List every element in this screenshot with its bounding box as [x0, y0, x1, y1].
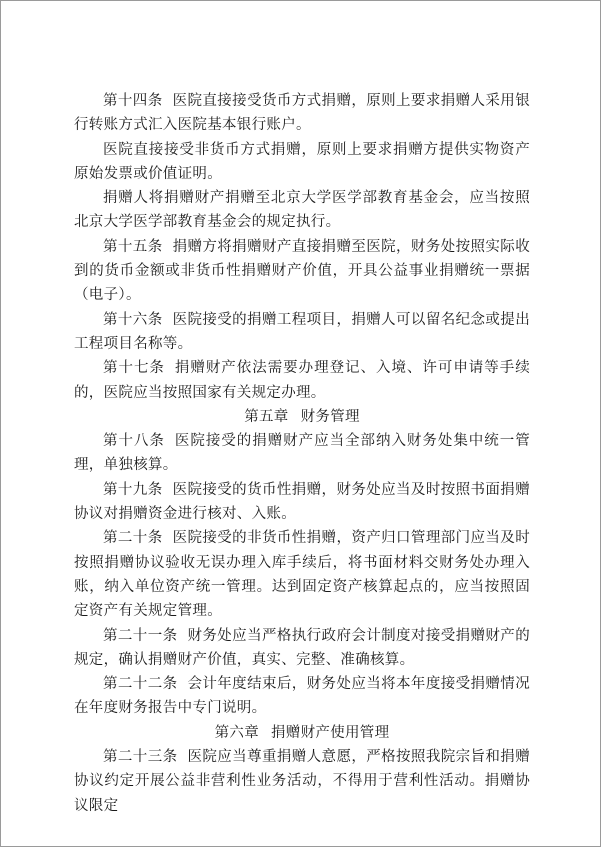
- article-14: [74, 89, 530, 138]
- article-text: 捐赠方将捐赠财产直接捐赠至医院，财务处按照实际收到的货币金额或非货币性捐赠财产价值，开具公益事业捐赠统一票据（电子）。: [74, 238, 531, 304]
- article-20: [74, 526, 530, 623]
- article-text: 医院接受的货币性捐赠，财务处应当及时按照书面捐赠协议对捐赠资金进行核对、入账。: [74, 481, 531, 523]
- article-18: [74, 429, 530, 478]
- article-text: 医院接受的捐赠财产应当全部纳入财务处集中统一管理，单独核算。: [74, 433, 531, 474]
- article-number: 第十五条: [103, 238, 163, 255]
- chapter-title: 捐赠财产使用管理: [271, 724, 390, 741]
- article-number: 第十四条: [103, 93, 163, 109]
- article-text: 医院接受的非货币性捐赠，资产归口管理部门应当及时按照捐赠协议验收无误办理入库手续后，将书面材料交财务处办理入账，纳入单位资产统一管理。达到固定资产核算起点的，应当按照固定资产有关规定管理。: [74, 530, 531, 620]
- article-text: 捐赠人将捐赠财产捐赠至北京大学医学部教育基金会，应当按照北京大学医学部教育基金会的规定执行。: [74, 190, 530, 231]
- chapter-6-heading: [74, 721, 530, 745]
- article-text: 财务处应当严格执行政府会计制度对接受捐赠财产的规定，确认捐赠财产价值，真实、完整、准确核算。: [74, 627, 530, 668]
- article-14-para-3: [74, 186, 530, 235]
- article-number: 第十八条: [103, 433, 165, 450]
- chapter-title: 财务管理: [300, 408, 360, 425]
- article-21: [74, 624, 530, 673]
- chapter-5-heading: [74, 405, 530, 429]
- chapter-number: 第五章: [244, 408, 289, 425]
- article-14-para-2: [74, 138, 530, 187]
- article-number: 第十七条: [103, 360, 165, 377]
- article-17: [74, 356, 530, 405]
- document-body: [74, 89, 530, 818]
- article-text: 医院直接接受非货币方式捐赠，原则上要求捐赠方提供实物资产原始发票或价值证明。: [74, 141, 530, 182]
- article-text: 医院接受的捐赠工程项目，捐赠人可以留名纪念或提出工程项目名称等。: [74, 311, 531, 352]
- article-number: 第二十一条: [103, 627, 178, 644]
- article-number: 第二十二条: [103, 676, 178, 693]
- article-text: 医院直接接受货币方式捐赠，原则上要求捐赠人采用银行转账方式汇入医院基本银行账户。: [74, 93, 531, 134]
- article-19: [74, 478, 530, 527]
- article-number: 第二十三条: [103, 749, 178, 766]
- article-15: [74, 235, 530, 308]
- article-16: [74, 308, 530, 357]
- article-number: 第十九条: [103, 481, 163, 498]
- article-22: [74, 672, 530, 721]
- article-number: 第二十条: [103, 530, 163, 547]
- article-number: 第十六条: [103, 311, 163, 328]
- chapter-number: 第六章: [214, 724, 259, 741]
- article-text: 捐赠财产依法需要办理登记、入境、许可申请等手续的，医院应当按照国家有关规定办理。: [74, 360, 531, 401]
- article-23: [74, 745, 530, 818]
- article-text: 会计年度结束后，财务处应当将本年度接受捐赠情况在年度财务报告中专门说明。: [74, 676, 530, 717]
- article-text: 医院应当尊重捐赠人意愿，严格按照我院宗旨和捐赠协议约定开展公益非营利性业务活动，不得用于营利性活动。捐赠协议限定: [74, 749, 530, 814]
